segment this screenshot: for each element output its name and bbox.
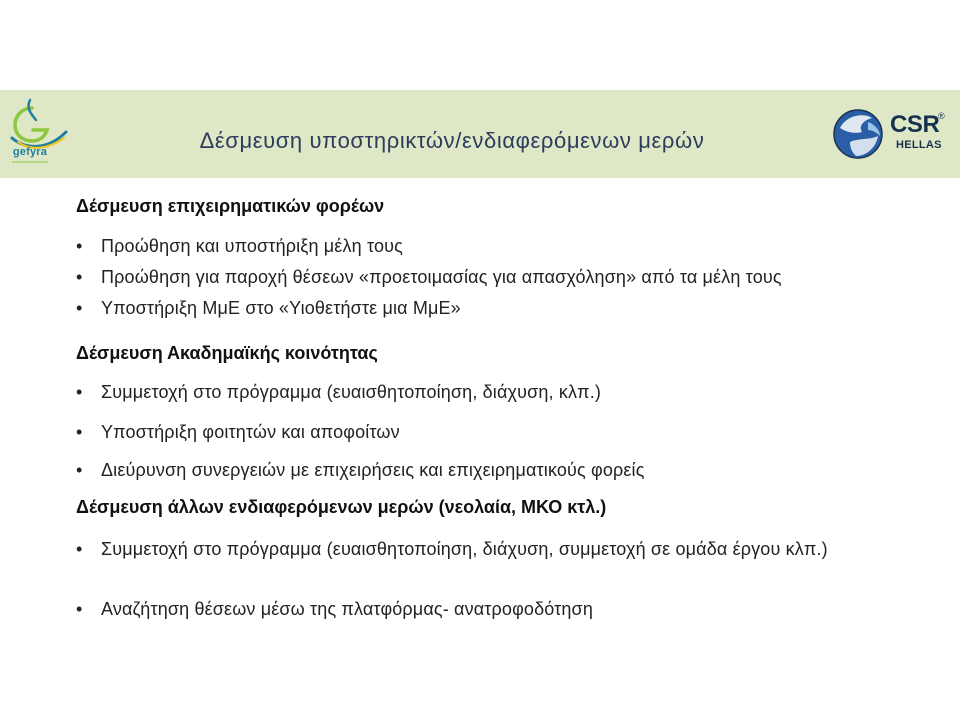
list-item (76, 458, 946, 482)
list-item-text: Υποστήριξη φοιτητών και αποφοίτων (101, 422, 400, 442)
section-heading-academic: Δέσμευση Ακαδημαϊκής κοινότητας (76, 343, 378, 363)
bullet-dot: • (76, 382, 83, 402)
registered-mark: ® (938, 111, 945, 121)
list-item-text: Υποστήριξη ΜμΕ στο «Υιοθετήστε μια ΜμΕ» (101, 298, 461, 318)
bullet-dot: • (76, 236, 83, 256)
bullet-dot: • (76, 298, 83, 318)
list-item (76, 597, 946, 621)
list-item (76, 265, 946, 289)
list-item (76, 296, 946, 320)
list-item (76, 420, 946, 444)
hellas-logo-text: HELLAS (896, 139, 942, 151)
list-item-text: Συμμετοχή στο πρόγραμμα (ευαισθητοποίηση, διάχυση, συμμετοχή σε ομάδα έργου κλπ.) (101, 539, 828, 559)
gefyra-logo-text: gefyra (12, 146, 48, 158)
list-item-text: Αναζήτηση θέσεων μέσω της πλατφόρμας- ανατροφοδότηση (101, 599, 593, 619)
list-item-text: Προώθηση και υποστήριξη μέλη τους (101, 236, 403, 256)
list-item (76, 537, 946, 561)
list-item-text: Συμμετοχή στο πρόγραμμα (ευαισθητοποίηση, διάχυση, κλπ.) (101, 382, 601, 402)
slide-title: Δέσμευση υποστηρικτών/ενδιαφερόμενων μερών (199, 128, 705, 153)
bullet-dot: • (76, 599, 83, 619)
list-item (76, 380, 946, 404)
section-heading-business: Δέσμευση επιχειρηματικών φορέων (76, 196, 385, 216)
csr-logo-text: CSR (890, 111, 940, 138)
section-heading-other-stakeholders: Δέσμευση άλλων ενδιαφερόμενων μερών (νεολαία, ΜΚΟ κτλ.) (76, 497, 607, 517)
bullet-dot: • (76, 539, 83, 559)
list-item-text: Διεύρυνση συνεργειών με επιχειρήσεις και επιχειρηματικούς φορείς (101, 460, 645, 480)
bullet-dot: • (76, 422, 83, 442)
bullet-dot: • (76, 267, 83, 287)
list-item (76, 234, 946, 258)
bullet-dot: • (76, 460, 83, 480)
list-item-text: Προώθηση για παροχή θέσεων «προετοιμασίας για απασχόληση» από τα μέλη τους (101, 267, 782, 287)
